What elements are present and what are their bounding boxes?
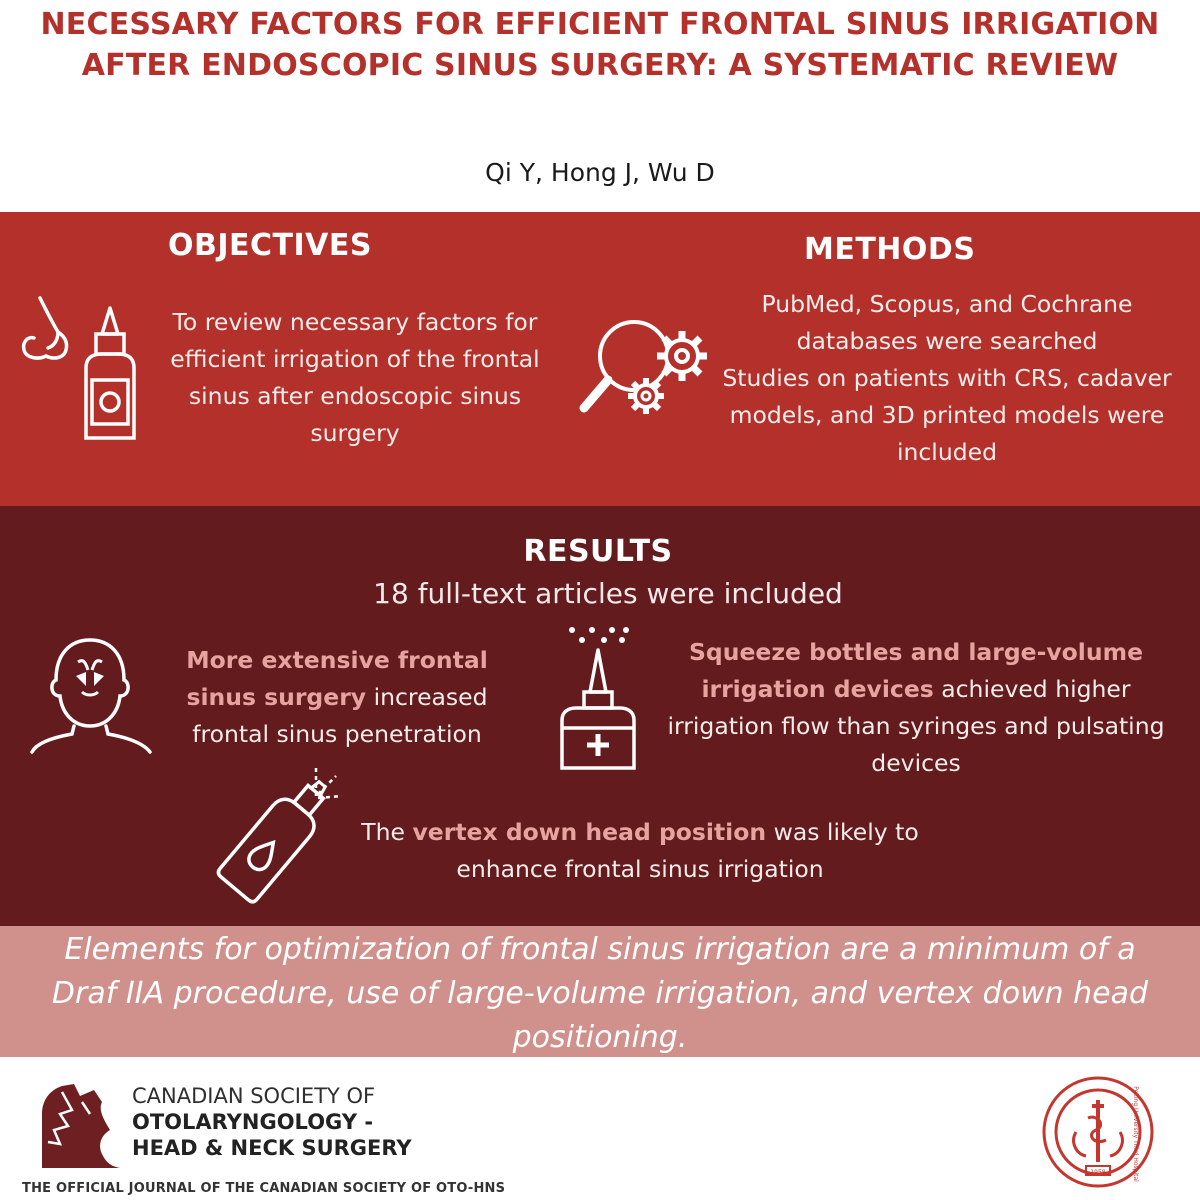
result-item-1-rest: increased frontal sinus penetration bbox=[192, 683, 488, 748]
spray-bottle-icon bbox=[212, 764, 352, 904]
nose-icon bbox=[18, 296, 82, 368]
society-line-1: CANADIAN SOCIETY OF bbox=[132, 1084, 376, 1108]
result-item-3 bbox=[340, 814, 940, 888]
objectives-heading: OBJECTIVES bbox=[168, 228, 372, 263]
methods-line2: Studies on patients with CRS, cadaver models, and 3D printed models were included bbox=[722, 364, 1172, 466]
hospital-seal-text: Peking University Third Hospital bbox=[1132, 1086, 1139, 1182]
result-item-2 bbox=[656, 634, 1176, 782]
objectives-text: To review necessary factors for efficient irrigation of the frontal sinus after endoscopic sinus surgery bbox=[170, 308, 540, 447]
authors: Qi Y, Hong J, Wu D bbox=[485, 158, 715, 187]
conclusion-text: Elements for optimization of frontal sinus irrigation are a minimum of a Draf IIA procedure, use of large-volume irrigation, and vertex down head positioning. bbox=[51, 932, 1149, 1055]
methods-heading: METHODS bbox=[804, 232, 976, 267]
society-line-2: OTOLARYNGOLOGY - bbox=[132, 1110, 374, 1134]
result-item-1 bbox=[160, 642, 514, 753]
society-name bbox=[132, 1083, 472, 1161]
results-heading: RESULTS bbox=[523, 534, 673, 569]
hospital-seal-year: 1958 bbox=[1090, 1169, 1106, 1176]
result-item-2-bold: Squeeze bottles and large-volume irrigation devices bbox=[688, 638, 1144, 703]
dropper-bottle-icon bbox=[80, 306, 140, 442]
result-item-2-rest: achieved higher irrigation flow than syringes and pulsating devices bbox=[667, 675, 1165, 777]
result-item-1-bold: More extensive frontal sinus surgery bbox=[186, 646, 488, 711]
face-sinus-icon bbox=[30, 634, 154, 754]
result-item-3-rest: was likely to enhance frontal sinus irrigation bbox=[456, 818, 919, 883]
society-line-3: HEAD & NECK SURGERY bbox=[132, 1136, 412, 1160]
society-logo bbox=[38, 1080, 126, 1172]
magnifier-gears-icon bbox=[574, 318, 724, 424]
result-item-3-pre: The bbox=[361, 818, 413, 846]
results-summary: 18 full-text articles were included bbox=[373, 577, 843, 610]
journal-name: THE OFFICIAL JOURNAL OF THE CANADIAN SOCIETY OF OTO-HNS bbox=[22, 1181, 506, 1196]
page-title: NECESSARY FACTORS FOR EFFICIENT FRONTAL SINUS IRRIGATION AFTER ENDOSCOPIC SINUS SURGERY: A SYSTEMATIC REVIEW bbox=[40, 7, 1160, 83]
header bbox=[0, 0, 1200, 212]
hospital-seal bbox=[1040, 1074, 1156, 1190]
nasal-spray-icon bbox=[554, 626, 642, 772]
result-item-3-bold: vertex down head position bbox=[412, 818, 767, 846]
methods-line1: PubMed, Scopus, and Cochrane databases were searched bbox=[761, 290, 1133, 355]
